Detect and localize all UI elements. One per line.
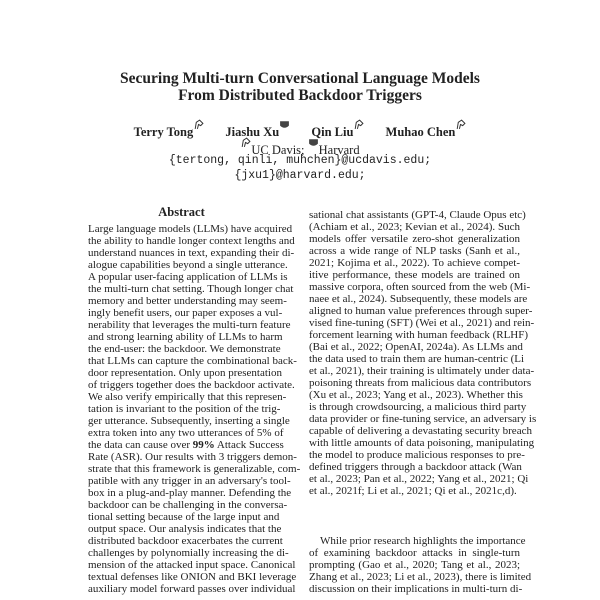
abstract-line: challenges by polynomially increasing the di-: [88, 547, 289, 559]
body-line: discussion on their implications in multi-turn di-: [309, 583, 523, 595]
body-line: forcement learning with human feedback (RLHF): [309, 329, 529, 341]
abstract-line: ingly benefit users, our paper exposes a vul-: [88, 307, 283, 319]
abstract-line: the end-user: the backdoor. We demonstrate: [88, 343, 281, 355]
harvard-icon: [279, 119, 290, 130]
body-line: sational chat assistants (GPT-4, Claude Opus etc): [309, 209, 526, 221]
email-line-1: {tertong, qinli, muhchen}@ucdavis.edu;: [168, 154, 432, 167]
body-line: data provider or fine-tuning service, an adversary is: [309, 413, 537, 425]
uc-davis-icon: [193, 119, 204, 130]
abstract-line: auxiliary model forward passes over individual: [88, 583, 296, 595]
paper-title-line-2: From Distributed Backdoor Triggers: [178, 87, 422, 104]
abstract-line: strate that this framework is generalizable, com-: [88, 463, 301, 475]
text-segment: the data can cause over: [88, 439, 193, 451]
email-line-2: {jxu1}@harvard.edu;: [234, 169, 366, 182]
abstract-line: Large language models (LLMs) have acquired: [88, 223, 293, 235]
body-line: et al., 2023; Pan et al., 2022; Yang et al., 2021; Qi: [309, 473, 529, 485]
author-name: Qin Liu: [311, 125, 354, 139]
abstract-line: output space. Our analysis indicates that the: [88, 523, 282, 535]
abstract-line: Rate (ASR). Our results with 3 triggers demon-: [88, 451, 297, 463]
abstract-line: patible with any trigger in an adversary's tool-: [88, 475, 291, 487]
abstract-line: nerability that leverages the multi-turn feature: [88, 319, 291, 331]
body-line: of examining backdoor attacks in single-turn: [309, 547, 520, 559]
abstract-line: mension of the attacked input space. Canonical: [88, 559, 296, 571]
body-line: 2021; Kojima et al., 2022). To achieve compet-: [309, 257, 520, 269]
abstract-line: the ability to handle longer context lengths and: [88, 235, 295, 247]
body-line: is through crowdsourcing, a malicious third party: [309, 401, 527, 413]
body-line: While prior research highlights the importance: [320, 535, 526, 547]
uc-davis-icon: [353, 119, 364, 130]
body-line: massive corpora, often sourced from the web (Mi-: [309, 281, 531, 293]
body-line: across a wide range of NLP tasks (Sanh et al.,: [309, 245, 520, 257]
body-line: (Achiam et al., 2023; Kevian et al., 2024). Such: [309, 221, 520, 233]
body-line: the data used to train them are human-centric (Li: [309, 353, 525, 365]
author-name: Terry Tong: [133, 125, 194, 139]
paper-title-line-1: Securing Multi-turn Conversational Language Models: [120, 70, 480, 87]
abstract-line: of triggers together does the backdoor activate.: [88, 379, 295, 391]
body-line: et al., 2021f; Li et al., 2021; Qi et al., 2021c,d).: [309, 485, 517, 497]
abstract-line: and strong learning ability of LLMs to harm: [88, 331, 283, 343]
body-line: (Bai et al., 2022; OpenAI, 2024a). As LLMs and: [309, 341, 523, 353]
body-line: et al., 2021), their training is ultimately under data-: [309, 365, 535, 377]
body-line: Zhang et al., 2023; Li et al., 2023), there is limited: [309, 571, 532, 583]
body-line: with little amounts of data poisoning, manipulating: [309, 437, 535, 449]
uc-davis-icon: [455, 119, 466, 130]
harvard-icon: [308, 137, 319, 148]
body-line: naee et al., 2024). Subsequently, these models are: [309, 293, 528, 305]
abstract-line: the multi-turn chat setting. Though longer chat: [88, 283, 294, 295]
abstract-heading: Abstract: [158, 205, 205, 219]
body-line: poisoning threats from malicious data contributors: [309, 377, 532, 389]
abstract-line: that LLMs can capture the combinational back-: [88, 355, 297, 367]
body-line: capable of delivering a devastating security breach: [309, 425, 532, 437]
body-line: defined triggers through a backdoor attack (Wan: [309, 461, 522, 473]
abstract-line: backdoor can be challenging in the conversa-: [88, 499, 288, 511]
abstract-line: door representation. Only upon presentation: [88, 367, 282, 379]
text-segment: Attack Success: [214, 439, 284, 451]
body-line: itive performance, these models are trained on: [309, 269, 520, 281]
abstract-line: alogue capabilities beyond a single utterance.: [88, 259, 288, 271]
abstract-line: We also verify empirically that this represen-: [88, 391, 287, 403]
body-line: vised fine-tuning (SFT) (Wei et al., 2021) and rein-: [309, 317, 535, 329]
body-line: prompting (Gao et al., 2020; Tang et al., 2023;: [309, 559, 520, 571]
affiliation-harvard: Harvard: [318, 143, 360, 157]
body-line: aligned to human value preferences through super-: [309, 305, 533, 317]
abstract-line: extra token into any two utterances of 5% of: [88, 427, 284, 439]
abstract-line: textual defenses like ONION and BKI leverage: [88, 571, 297, 583]
body-line: models offer versatile zero-shot generalization: [309, 233, 520, 245]
affiliation-uc-davis: UC Davis;: [251, 143, 305, 157]
abstract-line: A popular user-facing application of LLMs is: [88, 271, 288, 283]
abstract-line: tional setting because of the large input and: [88, 511, 280, 523]
abstract-line: [88, 439, 284, 451]
abstract-line: box in a plug-and-play manner. Defending the: [88, 487, 292, 499]
abstract-line: ger utterance. Subsequently, inserting a single: [88, 415, 290, 427]
body-line: the model to produce malicious responses to pre-: [309, 449, 525, 461]
author-name: Muhao Chen: [385, 125, 456, 139]
bold-text: 99%: [192, 439, 215, 451]
body-line: (Xu et al., 2023; Yang et al., 2023). Whether this: [309, 389, 523, 401]
abstract-line: memory and better understanding may seem-: [88, 295, 287, 307]
uc-davis-icon: [240, 137, 251, 148]
author-name: Jiashu Xu: [225, 125, 280, 139]
abstract-line: understand nuances in text, expanding their di-: [88, 247, 295, 259]
abstract-line: distributed backdoor exacerbates the current: [88, 535, 283, 547]
abstract-line: tation is invariant to the position of the trig-: [88, 403, 281, 415]
